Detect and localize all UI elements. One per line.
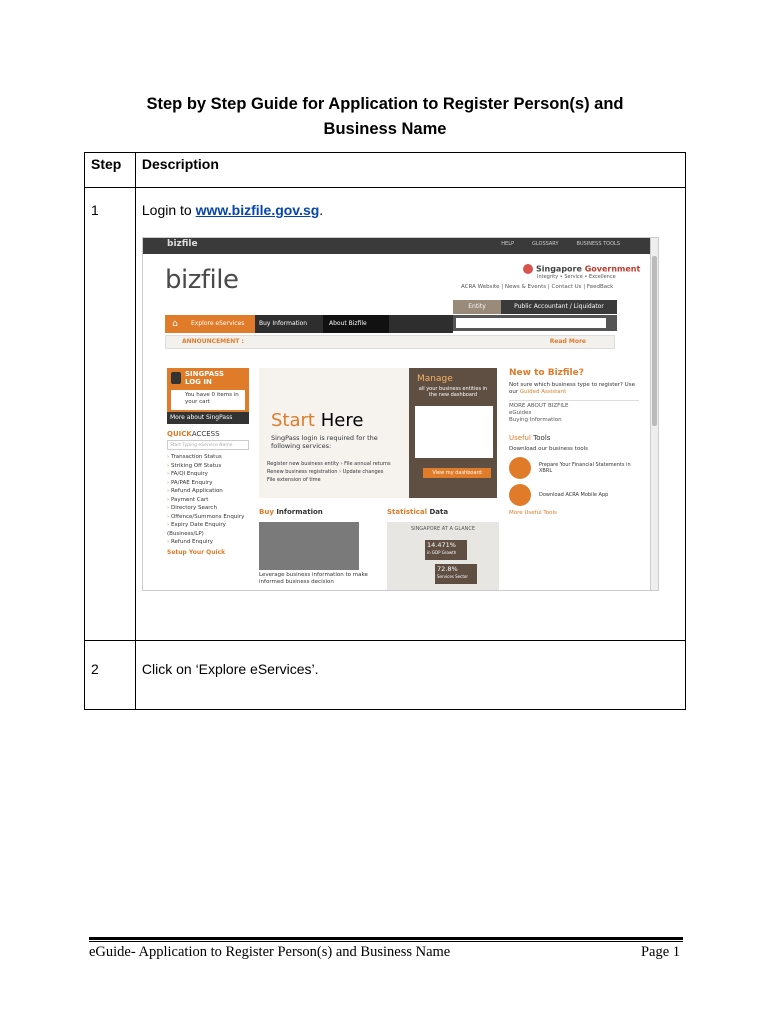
- read-more-link[interactable]: Read More: [549, 338, 586, 345]
- bizfile-link[interactable]: www.bizfile.gov.sg: [195, 202, 320, 218]
- statistical-data-heading: Statistical Data: [387, 508, 449, 516]
- lock-icon: [171, 372, 181, 384]
- list-item[interactable]: › FA/QI Enquiry: [167, 470, 249, 479]
- topbar-brand: bizfile: [167, 239, 198, 249]
- list-item[interactable]: Renew business registration › Update changes: [267, 469, 384, 475]
- leverage-text: Leverage business information to make informed business decision: [259, 572, 368, 585]
- title-line-1: Step by Step Guide for Application to Register Person(s) and: [146, 95, 624, 113]
- cart-status[interactable]: You have 0 items in your cart: [171, 390, 245, 410]
- quick-access-search[interactable]: Start Typing eService Name: [167, 440, 249, 450]
- singapore-at-a-glance: SINGAPORE AT A GLANCE: [410, 526, 476, 532]
- nav-explore-eservices[interactable]: Explore eServices: [185, 315, 255, 333]
- list-item[interactable]: › Transaction Status: [167, 453, 249, 462]
- new-to-bizfile-text: Not sure which business type to register? Use our Guided Assistant: [509, 382, 635, 395]
- page-number: Page 1: [640, 944, 680, 960]
- help-link[interactable]: HELP: [501, 241, 515, 247]
- step-2-text: Click on ‘Explore eServices’.: [141, 661, 319, 677]
- list-item[interactable]: › Refund Enquiry: [167, 538, 249, 547]
- list-item[interactable]: › Offence/Summons Enquiry: [167, 513, 249, 522]
- singpass-required-text: SingPass login is required for the following services:: [271, 434, 378, 450]
- step-number-cell: 1: [85, 188, 136, 641]
- tab-entity[interactable]: Entity: [453, 300, 501, 314]
- tool-xbrl[interactable]: Prepare Your Financial Statements in XBRL: [509, 457, 639, 479]
- announcement-label: ANNOUNCEMENT :: [182, 338, 244, 345]
- stat-gdp: 14.471% in GDP Growth: [425, 540, 467, 560]
- list-item[interactable]: File extension of time: [267, 477, 321, 483]
- more-about-singpass-link[interactable]: More about SingPass: [167, 412, 249, 424]
- list-item[interactable]: › PA/PAE Enquiry: [167, 479, 249, 488]
- start-here-banner: [259, 368, 497, 498]
- eguides-link[interactable]: eGuides: [509, 410, 532, 416]
- search-input[interactable]: [456, 318, 606, 328]
- singapore-government-logo: Singapore Government: [523, 264, 640, 274]
- search-tabs: [453, 300, 617, 314]
- left-column: [167, 368, 249, 556]
- nav-buy-information[interactable]: Buy Information: [259, 320, 308, 327]
- tool-mobile-app[interactable]: Download ACRA Mobile App: [509, 484, 639, 506]
- list-item[interactable]: › Payment Cart: [167, 496, 249, 505]
- mobile-app-icon: [509, 484, 531, 506]
- buying-information-link[interactable]: Buying Information: [509, 417, 562, 423]
- stat-services: 72.8% Services Sector: [435, 564, 477, 584]
- home-icon[interactable]: ⌂: [165, 315, 185, 333]
- start-here-heading: Start Here: [271, 410, 364, 431]
- xbrl-icon: [509, 457, 531, 479]
- business-tools-link[interactable]: BUSINESS TOOLS: [576, 241, 620, 247]
- right-column: [509, 368, 639, 516]
- more-about-bizfile: MORE ABOUT BIZFILE eGuides Buying Information: [509, 400, 639, 424]
- view-dashboard-button[interactable]: View my dashboard: [423, 468, 491, 478]
- bizfile-logo[interactable]: bizfile: [165, 265, 239, 295]
- lion-icon: [523, 264, 533, 274]
- nav-about-bizfile[interactable]: About Bizfile: [323, 315, 389, 333]
- singpass-login-button[interactable]: SINGPASS LOG IN You have 0 items in your cart: [167, 368, 249, 412]
- gov-tagline: Integrity • Service • Excellence: [537, 274, 616, 280]
- quick-access-list: [167, 453, 249, 547]
- step-1-text: Login to www.bizfile.gov.sg.: [141, 202, 324, 218]
- glossary-link[interactable]: GLOSSARY: [532, 241, 559, 247]
- footer-rule: [89, 937, 683, 940]
- manage-subtitle: all your business entities in the new dashboard: [418, 386, 488, 398]
- quick-access-heading: QUICKACCESS: [167, 430, 220, 438]
- list-item[interactable]: › Directory Search: [167, 504, 249, 513]
- new-to-bizfile-heading: New to Bizfile?: [509, 368, 584, 378]
- footer-title: eGuide- Application to Register Person(s) and Business Name: [89, 944, 451, 960]
- search-bar: [453, 315, 617, 331]
- list-item[interactable]: › Expiry Date Enquiry (Business/LP): [167, 521, 249, 538]
- guided-assistant-link[interactable]: Guided Assistant: [519, 389, 567, 395]
- document-title: [0, 92, 770, 142]
- list-item[interactable]: › Refund Application: [167, 487, 249, 496]
- download-tools-text: Download our business tools: [509, 446, 588, 452]
- more-useful-tools-link[interactable]: More Useful Tools: [509, 510, 557, 516]
- footer-rule-thin: [89, 941, 683, 942]
- header-step: Step: [85, 153, 136, 188]
- title-line-2: Business Name: [323, 120, 447, 138]
- dashboard-promo: [409, 368, 497, 498]
- step-description-cell: [135, 641, 685, 710]
- service-links: [267, 460, 391, 484]
- top-links[interactable]: ACRA Website | News & Events | Contact Us | FeedBack: [461, 284, 614, 290]
- list-item[interactable]: › Striking Off Status: [167, 462, 249, 471]
- buy-information-image: [259, 522, 359, 570]
- site-topbar: [143, 238, 650, 254]
- header-description: Description: [135, 153, 685, 188]
- step-number-cell: 2: [85, 641, 136, 710]
- bizfile-screenshot: [142, 237, 659, 591]
- setup-quick-link[interactable]: Setup Your Quick: [167, 548, 226, 556]
- statistics-panel: [387, 522, 499, 590]
- main-nav: [165, 315, 453, 333]
- useful-tools-heading: Useful Tools: [509, 434, 551, 442]
- manage-heading: Manage: [417, 374, 453, 384]
- buy-information-heading: Buy Information: [259, 508, 323, 516]
- table-header-row: [85, 153, 686, 188]
- scrollbar[interactable]: [650, 238, 658, 590]
- announcement-bar: [165, 335, 615, 349]
- scrollbar-thumb[interactable]: [652, 256, 657, 426]
- tab-public-accountant[interactable]: Public Accountant / Liquidator: [501, 300, 617, 314]
- dashboard-preview: [415, 406, 493, 458]
- list-item[interactable]: Register new business entity › File annual returns: [267, 461, 391, 467]
- table-row: [85, 641, 686, 710]
